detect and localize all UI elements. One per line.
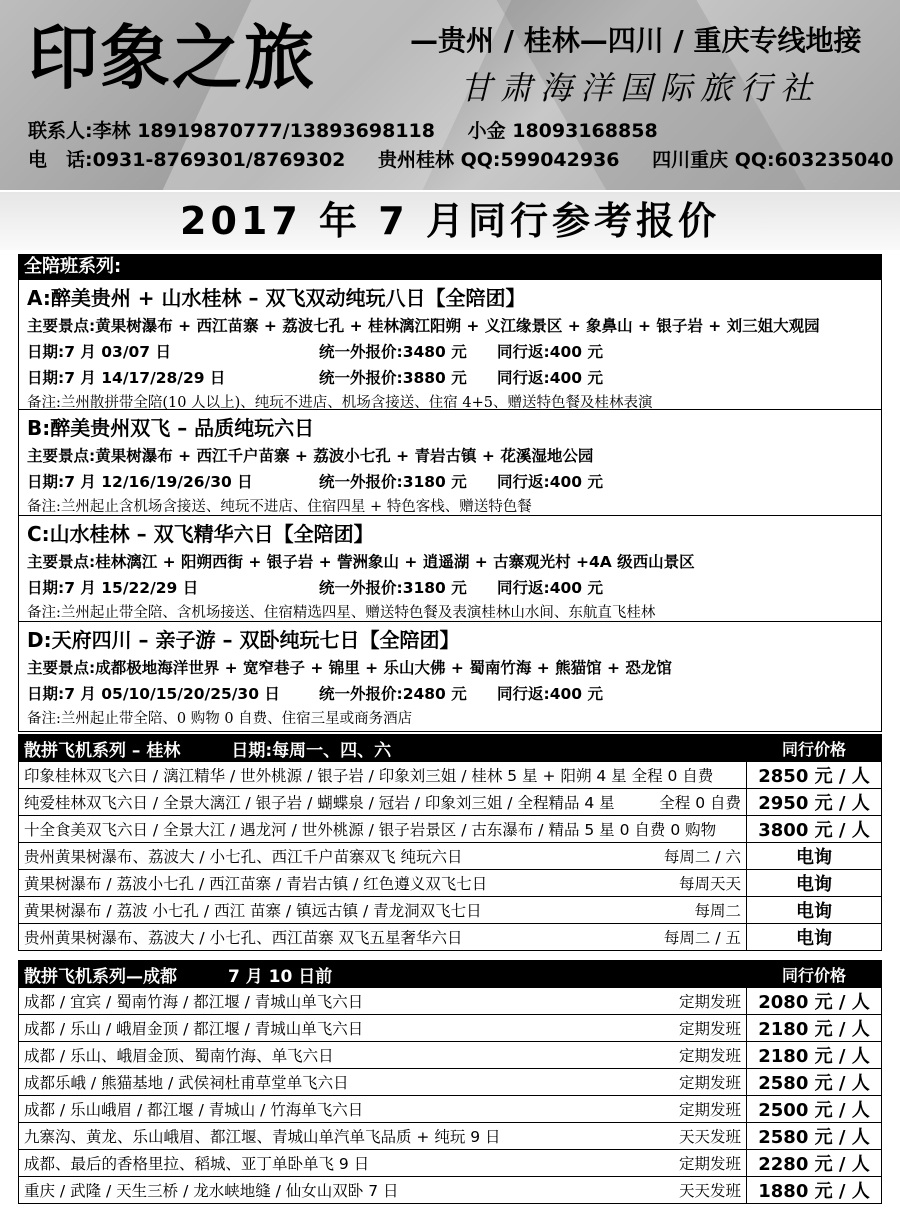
schedule: 每周二 — [694, 902, 741, 920]
tour-title: D:天府四川 – 亲子游 – 双卧纯玩七日【全陪团】 — [27, 628, 460, 652]
brand-logo-text: 印象之旅 — [28, 17, 316, 99]
tour-date-row — [27, 469, 873, 495]
price-cell: 2580 元 / 人 — [747, 1069, 882, 1096]
tour-spots: 主要景点:黄果树瀑布 + 西江苗寨 + 荔波七孔 + 桂林漓江阳朔 + 义江缘景区 + 象鼻山 + 银子岩 + 刘三姐大观园 — [27, 317, 820, 335]
table-row — [19, 1069, 882, 1096]
tour-title: B:醉美贵州双飞 – 品质纯玩六日 — [27, 416, 315, 440]
series-header-guilin: 散拼飞机系列 – 桂林 日期:每周一、四、六 — [19, 735, 747, 762]
series-header-full: 全陪班系列: — [18, 254, 882, 280]
tour-spots: 主要景点:桂林漓江 + 阳朔西街 + 银子岩 + 訾洲象山 + 逍遥湖 + 古寨观光村 +4A 级西山景区 — [27, 553, 695, 571]
tour-date: 日期:7 月 03/07 日 — [27, 343, 171, 361]
contact-person-2: 小金 18093168858 — [467, 120, 658, 142]
route-description: 贵州黄果树瀑布、荔波大 / 小七孔、西江苗寨 双飞五星奢华六日 — [24, 929, 463, 947]
tour-spots: 主要景点:成都极地海洋世界 + 宽窄巷子 + 锦里 + 乐山大佛 + 蜀南竹海 + 熊猫馆 + 恐龙馆 — [27, 659, 672, 677]
qq-guizhou: 贵州桂林 QQ:599042936 — [378, 149, 620, 171]
tour-price: 统一外报价:3180 元 — [319, 473, 467, 491]
schedule: 天天发班 — [678, 1128, 741, 1146]
table-row — [19, 1096, 882, 1123]
table-row — [19, 1150, 882, 1177]
schedule: 定期发班 — [678, 1020, 741, 1038]
tour-title: C:山水桂林 – 双飞精华六日【全陪团】 — [27, 522, 374, 546]
tour-date-row — [27, 365, 873, 391]
tour-block-a — [18, 280, 882, 410]
schedule: 每周二 / 六 — [663, 848, 741, 866]
tour-note: 备注:兰州起止带全陪、含机场接送、住宿精选四星、赠送特色餐及表演桂林山水间、东航直飞桂林 — [27, 605, 656, 621]
tour-block-d — [18, 622, 882, 732]
quote-title: 2017 年 7 月同行参考报价 — [0, 192, 900, 250]
tour-block-c — [18, 516, 882, 622]
route-description: 黄果树瀑布 / 荔波小七孔 / 西江苗寨 / 青岩古镇 / 红色遵义双飞七日 — [24, 875, 488, 893]
contact-person: 联系人:李林 18919870777/13893698118 — [28, 120, 435, 142]
price-cell: 电询 — [747, 843, 882, 870]
contact-line-2 — [28, 147, 900, 173]
price-cell: 2080 元 / 人 — [747, 988, 882, 1015]
table-row — [19, 924, 882, 951]
tour-rebate: 同行返:400 元 — [497, 369, 603, 387]
tour-date-row — [27, 681, 873, 707]
price-cell: 2950 元 / 人 — [747, 789, 882, 816]
tour-date-row — [27, 575, 873, 601]
tour-rebate: 同行返:400 元 — [497, 579, 603, 597]
tour-note: 备注:兰州散拼带全陪(10 人以上)、纯玩不进店、机场含接送、住宿 4+5、赠送特色餐及桂林表演 — [27, 395, 653, 411]
route-description: 黄果树瀑布 / 荔波 小七孔 / 西江 苗寨 / 镇远古镇 / 青龙洞双飞七日 — [24, 902, 482, 920]
route-description: 重庆 / 武隆 / 天生三桥 / 龙水峡地缝 / 仙女山双卧 7 日 — [24, 1182, 399, 1200]
price-cell: 2280 元 / 人 — [747, 1150, 882, 1177]
route-description: 九寨沟、黄龙、乐山峨眉、都江堰、青城山单汽单飞品质 + 纯玩 9 日 — [24, 1128, 501, 1146]
table-row — [19, 843, 882, 870]
tour-price: 统一外报价:2480 元 — [319, 685, 467, 703]
price-cell: 2850 元 / 人 — [747, 762, 882, 789]
route-description: 贵州黄果树瀑布、荔波大 / 小七孔、西江千户苗寨双飞 纯玩六日 — [24, 848, 463, 866]
price-cell: 电询 — [747, 924, 882, 951]
header-banner — [0, 0, 900, 190]
tour-date-row — [27, 339, 873, 365]
tour-rebate: 同行返:400 元 — [497, 685, 603, 703]
table-row — [19, 762, 882, 789]
tour-price: 统一外报价:3180 元 — [319, 579, 467, 597]
tour-date: 日期:7 月 14/17/28/29 日 — [27, 369, 226, 387]
schedule: 定期发班 — [678, 1101, 741, 1119]
tour-block-b — [18, 410, 882, 516]
schedule: 每周天天 — [678, 875, 741, 893]
price-cell: 3800 元 / 人 — [747, 816, 882, 843]
tour-note: 备注:兰州起止含机场含接送、纯玩不进店、住宿四星 + 特色客栈、赠送特色餐 — [27, 499, 532, 515]
tour-price: 统一外报价:3480 元 — [319, 343, 467, 361]
tour-rebate: 同行返:400 元 — [497, 473, 603, 491]
schedule: 全程 0 自费 — [659, 794, 741, 812]
route-description: 成都 / 乐山 / 峨眉金顶 / 都江堰 / 青城山单飞六日 — [24, 1020, 364, 1038]
table-header-row — [19, 961, 882, 988]
tour-date: 日期:7 月 12/16/19/26/30 日 — [27, 473, 253, 491]
price-cell: 2500 元 / 人 — [747, 1096, 882, 1123]
table-row — [19, 1042, 882, 1069]
agency-name: 甘肃海洋国际旅行社 — [460, 69, 821, 107]
price-cell: 2180 元 / 人 — [747, 1042, 882, 1069]
tour-date: 日期:7 月 05/10/15/20/25/30 日 — [27, 685, 280, 703]
route-description: 成都 / 乐山、峨眉金顶、蜀南竹海、单飞六日 — [24, 1047, 334, 1065]
tour-title: A:醉美贵州 + 山水桂林 – 双飞双动纯玩八日【全陪团】 — [27, 286, 526, 310]
phone-number: 电 话:0931-8769301/8769302 — [28, 149, 346, 171]
tour-rebate: 同行返:400 元 — [497, 343, 603, 361]
price-cell: 电询 — [747, 870, 882, 897]
table-row — [19, 1123, 882, 1150]
route-description: 十全食美双飞六日 / 全景大江 / 遇龙河 / 世外桃源 / 银子岩景区 / 古东瀑布 / 精品 5 星 0 自费 0 购物 — [24, 821, 717, 839]
table-row — [19, 988, 882, 1015]
qq-sichuan: 四川重庆 QQ:603235040 — [652, 149, 894, 171]
route-description: 纯爱桂林双飞六日 / 全景大漓江 / 银子岩 / 蝴蝶泉 / 冠岩 / 印象刘三姐 / 全程精品 4 星 — [24, 794, 615, 812]
price-cell: 电询 — [747, 897, 882, 924]
table-row — [19, 897, 882, 924]
schedule: 定期发班 — [678, 1074, 741, 1092]
route-description: 印象桂林双飞六日 / 漓江精华 / 世外桃源 / 银子岩 / 印象刘三姐 / 桂林 5 星 + 阳朔 4 星 全程 0 自费 — [24, 767, 714, 785]
table-row — [19, 1177, 882, 1204]
schedule: 定期发班 — [678, 993, 741, 1011]
table-row — [19, 816, 882, 843]
schedule: 每周二 / 五 — [663, 929, 741, 947]
table-row — [19, 789, 882, 816]
price-column-header: 同行价格 — [747, 961, 882, 988]
price-column-header: 同行价格 — [747, 735, 882, 762]
route-description: 成都、最后的香格里拉、稻城、亚丁单卧单飞 9 日 — [24, 1155, 370, 1173]
table-row — [19, 1015, 882, 1042]
chengdu-price-table — [18, 960, 882, 1204]
schedule: 天天发班 — [678, 1182, 741, 1200]
route-description: 成都乐峨 / 熊猫基地 / 武侯祠杜甫草堂单飞六日 — [24, 1074, 349, 1092]
schedule: 定期发班 — [678, 1155, 741, 1173]
series-header-chengdu: 散拼飞机系列—成都 7 月 10 日前 — [19, 961, 747, 988]
route-tagline: —贵州 / 桂林—四川 / 重庆专线地接 — [410, 24, 862, 57]
schedule: 定期发班 — [678, 1047, 741, 1065]
tour-price: 统一外报价:3880 元 — [319, 369, 467, 387]
table-row — [19, 870, 882, 897]
table-header-row — [19, 735, 882, 762]
route-description: 成都 / 宜宾 / 蜀南竹海 / 都江堰 / 青城山单飞六日 — [24, 993, 364, 1011]
contact-line-1 — [28, 118, 684, 144]
price-cell: 1880 元 / 人 — [747, 1177, 882, 1204]
price-cell: 2180 元 / 人 — [747, 1015, 882, 1042]
price-cell: 2580 元 / 人 — [747, 1123, 882, 1150]
guilin-price-table — [18, 734, 882, 951]
tour-note: 备注:兰州起止带全陪、0 购物 0 自费、住宿三星或商务酒店 — [27, 711, 413, 727]
tour-date: 日期:7 月 15/22/29 日 — [27, 579, 199, 597]
route-description: 成都 / 乐山峨眉 / 都江堰 / 青城山 / 竹海单飞六日 — [24, 1101, 364, 1119]
tour-spots: 主要景点:黄果树瀑布 + 西江千户苗寨 + 荔波小七孔 + 青岩古镇 + 花溪湿地公园 — [27, 447, 594, 465]
